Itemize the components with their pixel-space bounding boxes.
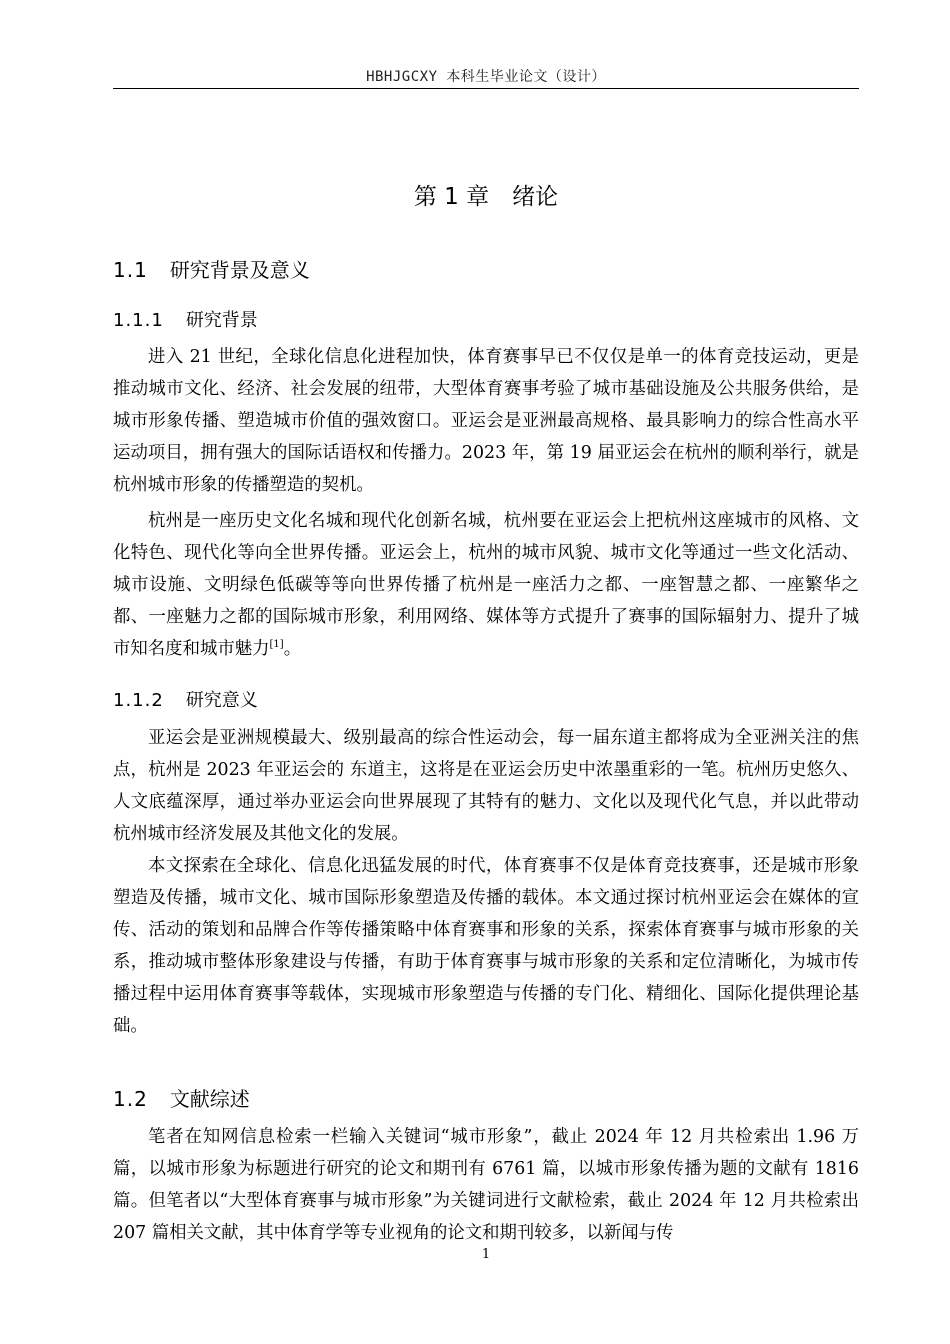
paragraph-background-1: 进入 21 世纪，全球化信息化进程加快，体育赛事早已不仅仅是单一的体育竞技运动，更是推动城市文化、经济、社会发展的纽带，大型体育赛事考验了城市基础设施及公共服务供给，是城市形象传播、塑造城市价值的强效窗口。亚运会是亚洲最高规格、最具影响力的综合性高水平运动项目，拥有强大的国际话语权和传播力。2023 年，第 19 届亚运会在杭州的顺利举行，就是杭州城市形象的传播塑造的契机。 [113,347,859,495]
paragraph-end: 。 [283,639,302,659]
section-number: 1.2 [113,1087,148,1111]
paragraph-significance-2: 本文探索在全球化、信息化迅猛发展的时代，体育赛事不仅是体育竞技赛事，还是城市形象塑造及传播，城市文化、城市国际形象塑造及传播的载体。本文通过探讨杭州亚运会在媒体的宣传、活动的策划和品牌合作等传播策略中体育赛事和形象的关系，探索体育赛事与城市形象的关系，推动城市整体形象建设与传播，有助于体育赛事与城市形象的关系和定位清晰化，为城市传播过程中运用体育赛事等载体，实现城市形象塑造与传播的专门化、精细化、国际化提供理论基础。 [113,856,859,1036]
header-divider [113,88,859,89]
section-heading-1-2 [113,1083,250,1112]
section-title: 研究背景及意义 [169,258,310,282]
citation-marker: [1] [269,639,284,651]
section-title: 研究意义 [185,690,258,711]
section-number: 1.1.1 [113,310,164,331]
section-title: 研究背景 [185,310,258,331]
section-heading-1-1 [113,254,310,283]
section-title: 文献综述 [169,1087,250,1111]
section-heading-1-1-2 [113,686,258,712]
paragraph-significance-1: 亚运会是亚洲规模最大、级别最高的综合性运动会，每一届东道主都将成为全亚洲关注的焦点，杭州是 2023 年亚运会的 东道主，这将是在亚运会历史中浓墨重彩的一笔。杭州历史悠久、人文底蕴深厚，通过举办亚运会向世界展现了其特有的魅力、文化以及现代化气息，并以此带动杭州城市经济发展及其他文化的发展。 [113,728,859,844]
page-number: 1 [481,1247,491,1262]
running-header: HBHJGCXY 本科生毕业论文（设计） [366,69,606,85]
section-heading-1-1-1 [113,306,258,332]
section-number: 1.1.2 [113,690,164,711]
paragraph-background-2 [113,505,859,665]
section-number: 1.1 [113,258,148,282]
chapter-title: 第 1 章 绪论 [413,184,559,210]
paragraph-literature-1: 笔者在知网信息检索一栏输入关键词“城市形象”，截止 2024 年 12 月共检索出 1.96 万篇，以城市形象为标题进行研究的论文和期刊有 6761 篇，以城市形象传播为题的文献有 1816 篇。但笔者以“大型体育赛事与城市形象”为关键词进行文献检索，截止 2024 年 12 月共检索出 207 篇相关文献，其中体育学等专业视角的论文和期刊较多，以新闻与传 [113,1127,859,1243]
paragraph-text: 杭州是一座历史文化名城和现代化创新名城，杭州要在亚运会上把杭州这座城市的风格、文化特色、现代化等向全世界传播。亚运会上，杭州的城市风貌、城市文化等通过一些文化活动、城市设施、文明绿色低碳等等向世界传播了杭州是一座活力之都、一座智慧之都、一座繁华之都、一座魅力之都的国际城市形象，利用网络、媒体等方式提升了赛事的国际辐射力、提升了城市知名度和城市魅力 [113,511,859,659]
